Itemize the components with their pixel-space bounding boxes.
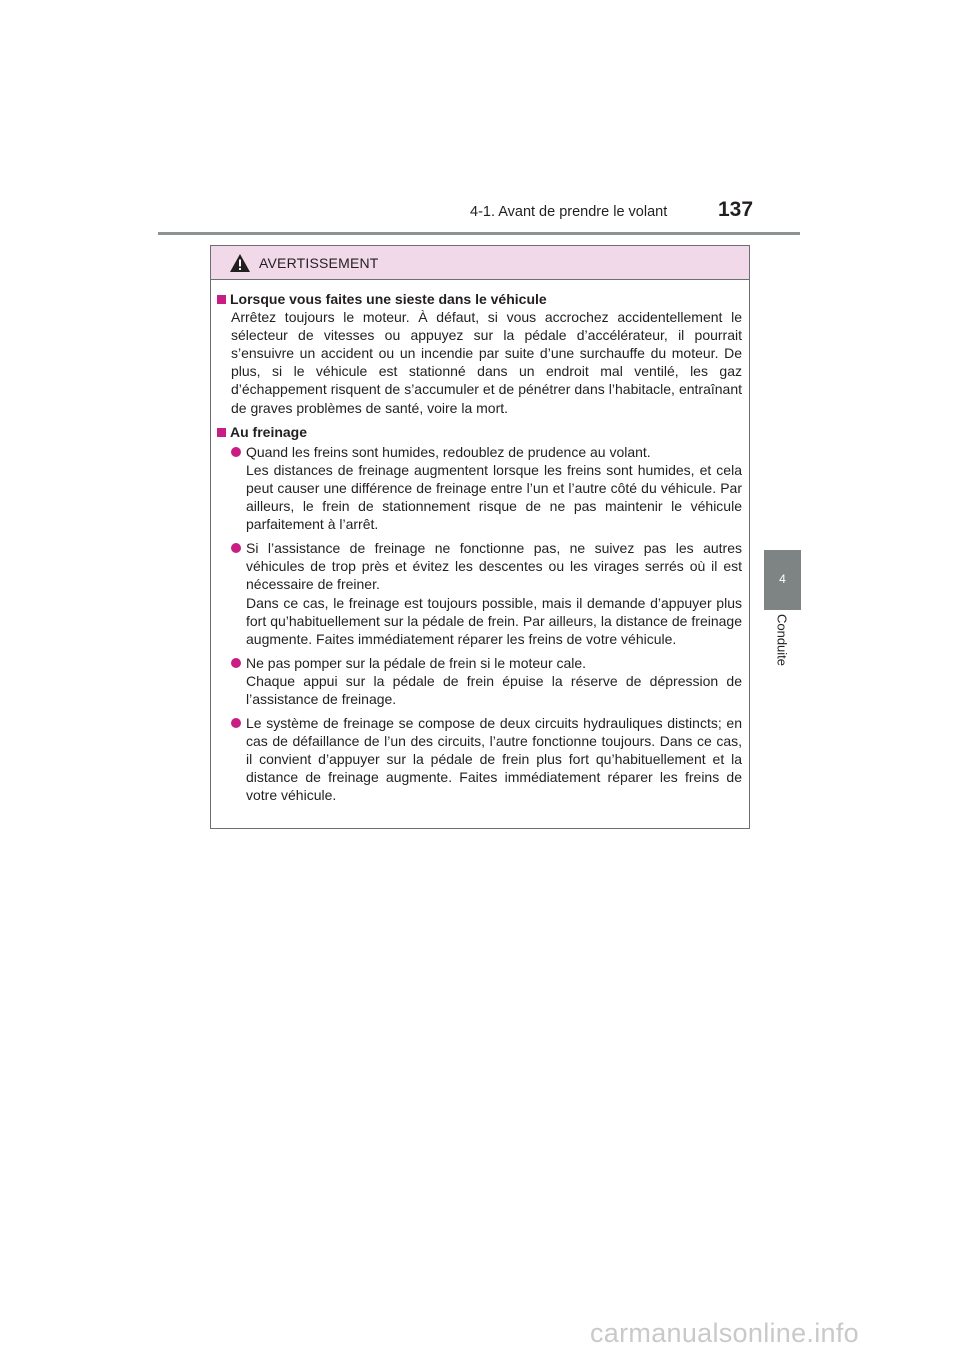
circle-bullet-icon	[231, 718, 241, 728]
warning-body	[211, 280, 749, 805]
list-item	[231, 714, 742, 804]
section-heading-text: Au freinage	[230, 423, 308, 440]
list-item-line: Le système de freinage se compose de deux circuits hydrauliques distincts; en cas de défaillance de l’un des circuits, l’autre fonctionne toujours. Dans ce cas, il convient d’appuyer sur la pédale de frein plus fort qu’habituellement et la distance de freinage augmente. Faites immédiatement réparer les freins de votre véhicule.	[246, 715, 742, 804]
section-paragraph: Arrêtez toujours le moteur. À défaut, si vous accrochez accidentellement le sélecteur de vitesses ou appuyez sur la pédale d’accélérateur, il pourrait s’ensuivre un accident ou un incendie par suite d’une surchauffe du moteur. De plus, si le véhicule est stationné dans un endroit mal ventilé, les gaz d’échappement risquent de s’accumuler et de pénétrer dans l’habitacle, entraînant de graves problèmes de santé, voire la mort.	[231, 309, 742, 416]
circle-bullet-icon	[231, 447, 241, 457]
section-heading	[217, 423, 742, 441]
warning-header	[211, 246, 749, 280]
square-bullet-icon	[217, 428, 226, 437]
warning-title: AVERTISSEMENT	[259, 254, 379, 271]
section-sieste	[217, 290, 742, 417]
chapter-number: 4	[779, 572, 786, 586]
section-heading-text: Lorsque vous faites une sieste dans le véhicule	[230, 291, 547, 307]
list-item	[231, 654, 742, 708]
list-item-text	[246, 654, 742, 708]
watermark: carmanualsonline.info	[590, 1318, 859, 1348]
section-heading	[217, 290, 742, 308]
warning-box	[210, 245, 750, 829]
list-item-text	[246, 443, 742, 533]
circle-bullet-icon	[231, 658, 241, 668]
warning-triangle-icon	[229, 253, 251, 273]
list-item-text	[246, 714, 742, 804]
list-item-line: Si l’assistance de freinage ne fonctionne pas, ne suivez pas les autres véhicules de trop près et évitez les descentes ou les virages serrés où il est nécessaire de freiner.	[246, 540, 742, 593]
list-item-line: Les distances de freinage augmentent lorsque les freins sont humides, et cela peut causer une différence de freinage entre l’un et l’autre côté du véhicule. Par ailleurs, le frein de stationnement risque de ne pas maintenir le véhicule parfaitement à l’arrêt.	[246, 461, 742, 533]
circle-bullet-icon	[231, 543, 241, 553]
square-bullet-icon	[217, 295, 226, 304]
chapter-label: Conduite	[774, 613, 790, 667]
section-title: 4-1. Avant de prendre le volant	[470, 204, 668, 220]
list-item-line: Quand les freins sont humides, redoublez de prudence au volant.	[246, 443, 651, 460]
list-item	[231, 443, 742, 533]
list-item	[231, 539, 742, 648]
list-item-line: Chaque appui sur la pédale de frein épuise la réserve de dépression de l’assistance de freinage.	[246, 672, 742, 707]
page-number: 137	[718, 198, 754, 221]
list-item-line: Dans ce cas, le freinage est toujours possible, mais il demande d’appuyer plus fort qu’habituellement sur la pédale de frein. Par ailleurs, la distance de freinage augmente. Faites immédiatement réparer les freins de votre véhicule.	[246, 594, 742, 647]
section-freinage	[217, 423, 742, 805]
list-item-line: Ne pas pomper sur la pédale de frein si le moteur cale.	[246, 654, 587, 671]
list-item-text	[246, 539, 742, 648]
header-divider	[158, 232, 800, 235]
